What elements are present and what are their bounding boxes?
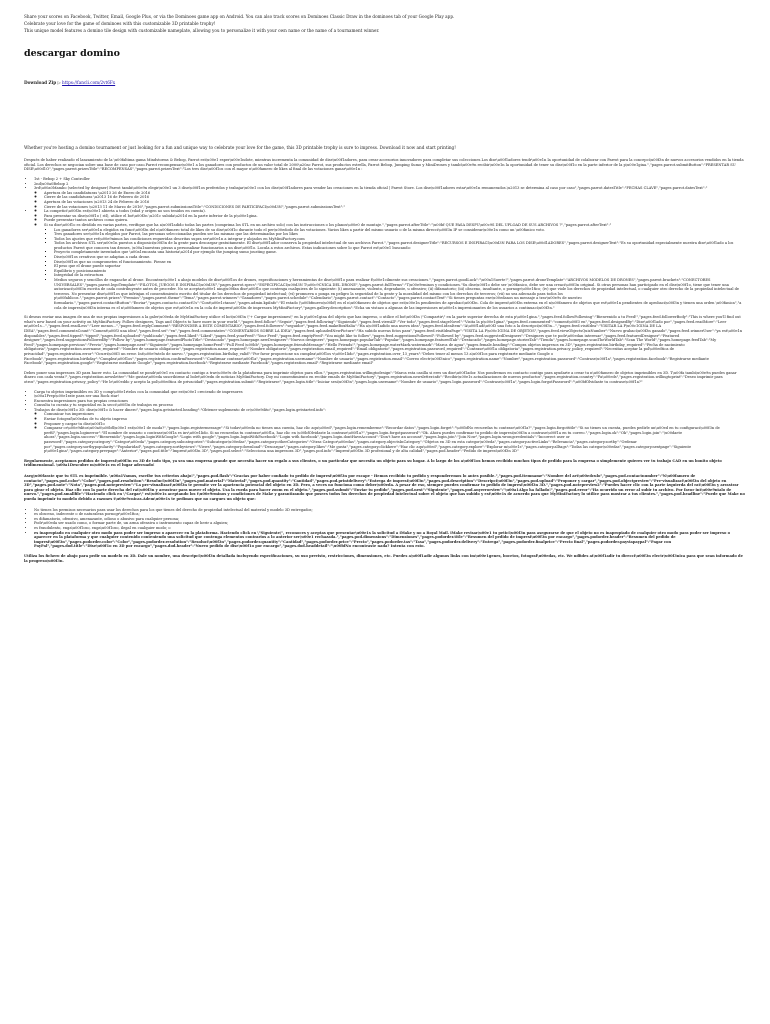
list-item: ▪ Medios seguros y sencillos de enganche al drone. Encontrar\u00e1 a abajo modelos de dise\u00f1os de drones, especificaciones y herramientas de dise\u00f1o para realizar f\u00e1cilmente sus creaciones.","pages.parrot.goodLuck":"\u00a1Suerte!","pages.parrot.droneTemplate":"ARCHIVOS MODELOS DE DRONES","pages.parrot.brackets":"CONECTORES UNIVERSALES","pages.parrot.legoTemplate":"PILOTOS, JUEGOS E INSPIRACI\u00d3N","pages.parrot.specs":"ESPECIFICACI\u00d3N T\u00c9CNICA DEL DRONE","pages.parrot.fullTerms":"T\u00e9rminos y condiciones."Su dise\u00f1o debe ser \u00fanico, debe ser una creaci\u00f3n original. Si otras personas han participado en el dise\u00f1o, tiene que tener una autorizaci\u00f3n escrita de cada contribuyente antes de proceder. No se aceptar\u00e1 ning\u00fan dise\u00f1o que contenga cualquiera de lo siguiente: (i) amenazante, violento, degradante, u ofensivo; (ii) difamatorio; (iii) obsceno, insultante, o pornogr\u00e1fico; (iv) que viole los derechos de propiedad intelectual, o cualquier otro derecho de la propiedad intelectual de terceros. No presentar dise\u00f1os que infrinjan el consentimiento escrito del titular de los derechos de propiedad intelectual; (vi) promueva o ponga en peligro la seguridad de la gente y la moralidad del mismo con los derechos de terceros; (vii) no sea adecuado para todos los p\u00fablicos.","pages.parrot.prizes":"Premios","pages.parrot.theme":"Tema","pages.parrot.winners":"Ganadores","pages.parrot.schedule":"Calendario","pages.parrot.contact":"Contacto","pages.parrot.contactText":"Si tienes preguntas env\u00edanos un mensaje a trav\u00e9s de nuestro formulario.","pages.parrot.contactButton":"Enviar","pages.contacto.contactUs":"Cont\u00e1ctanos","pages.admin.kpiInfo":"El estado (\u00bfnuevo\u00bf) en el n\u00famero de objetos que est\u00e1n pendientes de aprobaci\u00f3n. Cola de impresi\u00f3n externa en el n\u00famero de objetos que est\u00e1n pendientes de aprobaci\u00f3n y tienen una orden \u00fanica","a cola de impresi\u00f3n interna es el n\u00famero de objetos que est\u00e1n en la cola de impresi\u00f3n de impresora MyMiniFactory","pages.gallery.description":"Echa un vistazo a algunas de las impresiones m\u00e1s impresionantes de los usuarios a continuaci\u00f3n." (54, 278, 746, 310)
list-item: ◦ Apertura de las candidaturas \u2013 26 de Enero de 2016 (44, 191, 746, 196)
list-item-text: Si su dise\u00f1o es dividido en varias partes, verifique que ha a\u00f1adido todas las partes (comprima los STL en un archivo solo) con las instrucciones o los planos\u00e0 de montaje.","pages.parrot.afterTitle":"\u00bf QUE PASA DESPU\u00c9S DEL UPLOAD DE SUS ARCHIVOS ?","pages.parrot.afterText":" (44, 222, 612, 227)
list-item: ◦ Proponer y cargar tu dise\u00f1o (44, 422, 746, 427)
list-item (44, 223, 746, 310)
list-item: • No tienes los permisos necesarios para usar los derechos para los que tienes del derecho de propiedad intelectual del material y modelo 3D entregados; (34, 508, 746, 513)
list-item: • es inapropiado en cualquier otro modo para poder ser impreso o aparecer en la plataforma. Haciendo click en \"Siguiente\", reconoces y aceptas que presentar\u00e1s la solicitud a iMake y no a Royal Mail. iMake revisar\u00e1 tu petici\u00f3n para asegurarse de que el objeto no es inapropiado de cualquier otro modo para poder ser impreso o aparecer en la plataforma y que cualquier contenido conteniendo una solicitud que contenga elementos contrarios a lo anterior ser\u00e1 rechazada.","pages.pod.dimensions":"Dimensiones","pages.podorder.title":"Resumen del pedido de impresi\u00f3n por encargo","pages.podorder.header":"Resumen del pedido de impresi\u00f3n","pages.podorder.color":"Color","pages.podorder.resolution":"Resoluci\u00f3n","pages.podorder.quantity":"Cantidad","pages.podorder.price":"Precio","pages.podorder.tax":"Tasa","pages.podorder.delivery":"Entrega","pages.podorder.finalprice":"Precio final","pages.podorder.payviapaypal":"Pagar con PayPal","pages.dod.title":"Dise\u00f1o en 3D por encargo","pages.dod.header":"Nuevo pedido de dise\u00f1o por encargo","pages.dod.headdetail":"\u00bfNo encontraste nada? Intenta con esto. (34, 531, 746, 549)
bold-paragraph-2: Aseg\u00farate que tu STL es imprimible. \u00a1Vamos, escribe tus criterios abajo!","pages.pod.flash":"Gracias por haber confiado tu pedido de impresi\u00f3n por escape - Hemos recibido tu pedido y responderemos lo antes posible.","pages.pod.itemname":"Nombre del art\u00edculo","pages.pod.contactnumber":"N\u00famero de contacto","pages.pod.color":"Color","pages.pod.resolution":"Resoluci\u00f3n","pages.pod.material":"Material","pages.pod.quantity":"Cantidad","pages.pod.printdelivery":"Entrega de impresi\u00f3n","pages.pod.description":"Descripci\u00f3n","pages.pod.upload":"Proponer y cargar","pages.pod.objectpreview":"Pre-visualizaci\u00f3n del objeto en 3D","pages.pod.note":"Nota","pages.pod.notepreview":"La pre-visualizaci\u00f3n te permite ver la apariencia potencial del objeto en 3D. Pero, a veces no funciona como deber\u00eda. A pesar de eso, siempre puedes confirmar tu pedido de impresi\u00f3n 3D.","pages.pod.notepreview2":"Puedes hacer clic con la parte izquierda del rat\u00f3n y arrastrar para girar el objeto. Haz clic con la parte derecha del rat\u00f3n y arrastrar para mover el objeto. Usa la rueda para hacer zoom en el objeto.","pages.pod.submit":"Enviar tu pedido","pages.pod.next":"Siguiente","pages.pod.anyerrorview":"\u00a1Algo ha fallado!","pages.pod.error":"Ha ocurrido un error al subir tu archivo. Por favor int\u00e9ntalo de nuevo.","pages.pod.smallfile":"Haciendo click en \"Cargar\" est\u00e1s aceptando los t\u00e9rminos y condiciones de Make y garantizando que posees todos los derechos de propiedad intelectual sobre el objeto que has subido y est\u00e1s de acuerdo para que MyMiniFactory lo utilice para mostrar a tus clientes.","pages.pod.headline":"Puede que Make no pueda imprimir tu modelo debido a razones t\u00e9cnicas.Adem\u00e1s te pedimos que no cargues un objeto que: (24, 474, 745, 501)
list-item: • \u00a1Prep\u00e1rate para ser una Rock star! (34, 394, 746, 399)
list-item: ▪ Tres ganadores ser\u00e1n elegidos por Parrot, las personas seleccionadas pueden ser las mismas que las determinadas por los likes (54, 232, 746, 237)
download-label: Download Zip (24, 79, 57, 85)
list-item: ◦ Cierre de las votaciones \u2013 11 de Marzo de 2016","pages.parrot.submissionsTitle":"CONDICIONES DE PARTICIPACI\u00d3N","pages.parrot.submissionsText":" (44, 205, 746, 210)
list-item: ◦ Apertura de las votaciones \u2013 24 de Febrero de 2016 (44, 200, 746, 205)
list-item: ▪ Dise\u00f1os que no comprometen el funcionamiento. Piense en (54, 260, 746, 265)
list-item: ▪ Los ganadores ser\u00e1n elegidos en funci\u00f3n del n\u00famero total de likes de su dise\u00f1o durante todo el per\u00edodo de las votaciones. Varios likes a partir del mismo usuario o de la misma direcci\u00f3n IP se considerar\u00e1n como un \u00fanico voto. (54, 228, 746, 233)
intro-celebrate: Celebrate your love for the game of dominoes with this customizable 3D printable trophy! (24, 21, 216, 27)
list-item: • Carga tu objetos imprimibles en 3D y comp\u00e1rtelos con la comunidad que est\u00e1 creciendo de impresores (34, 390, 746, 395)
list-item: • Encuentra impresiones para tus propias creaciones (34, 399, 746, 404)
download-separator: ▷ (57, 79, 63, 85)
list-item: • Podr\u00eda ser usado como, o formar parte de, un arma ofensiva o instrumento capaz de herir a alguien; (34, 521, 746, 526)
list-item: ◦ Puede presentar tantos archivos como quiera. (44, 218, 746, 223)
intro-unique: This unique model features a domino tile design with customizable nameplate, allowing you to personalize it with your own name or the name of a tournament winner. (24, 28, 380, 34)
list-4 (24, 508, 746, 549)
list-item: ▪ Equilibrio y posicionamiento (54, 269, 746, 274)
list-item: ◦ Comunicar tus impresiones (44, 412, 746, 417)
list-item: • 1st - Bebop 2 + Sky Controller (34, 177, 746, 182)
list-item: ▪ Proyecto completamente inventados que \u00a1encanta una historia\u201d por ejemplo the jumping sumo jousting game. (54, 250, 746, 255)
download-row (24, 81, 746, 86)
list-2-sub (44, 228, 746, 311)
list-item: ◦ Enviar fotograf\u00edas de tu objeto impreso (44, 417, 746, 422)
list-item: ▪ Todos los ajustes que ret\u00e9nimos las condiciones requeridas descritas supra ser\u00e1n a integrar y alojados en MyMiniFactory.com (54, 237, 746, 242)
list-item: ◦ • La competici\u00f3n est\u00e1 abierta a todos (edad y origen no son tenidos en cuenta). (44, 209, 746, 214)
list-item: • es obsceno, indecente o de naturaleza pornogr\u00e1fica; (34, 512, 746, 517)
list-1-sub (34, 191, 746, 209)
list-2 (34, 209, 746, 310)
bold-paragraph-3: Utiliza los fichero de abajo para pedir un modelo en 3D. Dale un nombre, una descripci\u00f3n detallada incluyendo especificaciones, su uso previsto, restricciones, dimensiones, etc. Puedes a\u00f1adir algunos links con im\u00e1genes, bocetos, fotograf\u00edas, etc. We ndfides at\u00f1adir tu direcci\u00f3n electr\u00f3nica para que sean informado de la progreso\u00f3n. (24, 553, 743, 563)
lead-paragraph: Whether you're hosting a domino tournament or just looking for a fun and unique way to celebrate your love for the game, this 3D printable trophy is sure to impress. Download it now and start printing! (24, 145, 456, 151)
list-3-sub (34, 412, 746, 453)
list-item: • 2nd\u00a0Bebop 2 (34, 182, 746, 187)
paragraph-2: Si deseas enviar una imagen de una de sus propias impresiones a la galer\u00eda de MyMiniFactory utilice el bot\u00f3n \"+ Cargar impresiones\" en la p\u00e1gina del objeto que has impreso, o utilice el bot\u00f3n \"Compartir\" en la parte superior derecha de esta p\u00e1gina.","pages.feed.followFollowing":"Bienvenido a tu Feed!","pages.feed.followerBody":"This is where you'll find out what's new based on your activity on MyMiniFactory. Follow designers, Tags and Objects to have more in your world.","pages.feed.follow":"Seguir","pages.feed.following":"Siguiendo","pages.feed.viewAll":"Ver todo","pages.feed.stageNovel":"Visita la p\u00e1gina","pages.feed.commented":"coment\u00f3 en","pages.feed.designedBy":"Dise\u00f1ado por","pages.feed.readMore":"Leer m\u00e1s...","pages.feed.readLess":"Leer menos...","pages.feed.replyComment":"RESPONDER A ESTE COMENTARIO","pages.feed.followers":"seguidor","pages.feed.makeBoxHalia":"Ha a\u00f1adido una nueva idea","pages.feed.ideaItem":"A\u00f1adi\u00f3 una foto a la descripci\u00f3n...","pages.feed.visitIdea":"VISITAR LA P\u00c1GINA DE LA IDEA","pages.feed.commentsCount":"Coment\u00f3 una idea","pages.feed.sei":"en","pages.feed.commentates":"COMENTARIOS SOBRE LA IDEA","pages.feed.uploadedNewPicture":"Ha subido nuevas fotos para","pages.feed.visitIdeaPage":"VISITA LA P\u00c1GINA DE OBJETOS","pages.feed.viewObjectsQuizNumber":"Nuevo grabaci\u00f3n ganado","pages.feed.winnerUser":"ya est\u00e1n disponibles","pages.feed.tipped":"tipped","pages.feed.uploaded":"publicado","pages.feed.liked":"Liked","pages.feed.yourFeed":"Your Feed","pages.feed.emptyFeed":"You might like to follow","pages.feed.suggestionsFollowed":"Followed by","pages.feed.suggestedDesigners":"Designers que te podr\u00edan interesar","pages.feed.featuredDesigner":"Featured designer","pages.feed.suggestionsFollowedBy":"Follow by","pages.homepage.featuredPhotoTitle":"Destacado","pages.homepage.newDesigners":"Nuevos designers","pages.homepage.popularTab":"Popular","pages.homepage.featuredTab":"Destacado","pages.homepage.storiesTab":"Tienda","pages.homepage.scanTheWorldTab":"Scan The World","pages.homepage.feedTab":"My Feed","pages.homepage.previous":"Previo","pages.homepage.next":"Siguiente","pages.homepage.homeFeed":"Full Feed \u00bb","pages.homepage.friendsMessage":"Hello Friends!","pages.homepage.waterMark.watermark":"Marca de agua","pages.female.heading":"Compra objetos impresos en 3D","pages.registration.birthday_required":"Fecha de nacimiento obligatoria","pages.registration.username_required":"Nombre de usuario obligatorio","pages.registration.name_required":"Nombre obligatorio","pages.registration.email_required":"Email obligatorio","pages.registration.password_required":"Contrase\u00f1a obligatoria","pages.registration.privacy_policy_required":"Necesitas aceptar la pol\u00edtica de privacidad","pages.registration.error":"Ocurri\u00f3 un error. Int\u00e9ntelo de nuevo.","pages.registration.birthday_valid":"Por favor proporcione un cumplea\u00f1os v\u00e1lido","pages.registration.over_13_years":"Debes tener al menos 13 a\u00f1os para registrarte mediante Google o Facebook","pages.registration.birthday":"Cumplea\u00f1os","pages.registration.confirmPassword":"Confirmar contrase\u00f1a","pages.registration.username":"Nombre de usuario","pages.registration.email":"Correo electr\u00f3nico","pages.registration.name":"Nombre","pages.registration.password":"Contrase\u00f1a","pages.registration.facebook":"Registrarse mediante Facebook","pages.registration.google":"Registrarse mediante Google","pages.registration.facebook":"Registrarse mediante Facebook","pages.registration.email":"Registrarse mediante email" (24, 315, 743, 366)
list-item (34, 186, 746, 209)
list-item: ▪ Dise\u00f1os creativos que se adaptan a cada drone. (54, 255, 746, 260)
list-item: ▪ Integridad de la estructura (54, 273, 746, 278)
list-item: ◦ Cierre de las candidaturas \u2013 16 de Febrero de 2016 (44, 195, 746, 200)
intro (24, 14, 746, 34)
bold-paragraph-1: Regularmente, aceptamos pedidos de impresi\u00f3n en 3D de todo tipo, ya sea una empresa grande que necesita hacer un regalo a sus clientes, o un particular que necesita un objeto para su hogar. A lo largo de los a\u00f1os hemos recibido muchos tipos de pedido para la empresa o simplemente quieres ver tu trabajo CAD en un bonito objeto tridimensional. \u00a1Descubre m\u00e1s en el lugar adecuado! (24, 458, 722, 468)
list-item: • es fraudulento, enga\u00f1oso, enga\u00f1oso, ilegal en cualquier modo; o (34, 526, 746, 531)
page-title: descargar domino (24, 47, 120, 59)
paragraph-1: Después de haber realizado el lanzamiento de la \u00faltima gama Mindstorms & Bebop, Parrot est\u00e1 esper\u00e1ndote, mientras incrementa la comunidad de dise\u00f1adores, para crear accesorios innovadores para completar sus colecciones.Los dise\u00f1adores tendr\u00e1n la oportunidad de colaborar con Parrot para la concepci\u00f3n de nuevos accesorios vendidos en la tienda oficial. Los derechos se negocian sobre una base de caso por caso.Parrot recompensar\u00e1 a los ganadores con productos de un valor total de 2000\u20ac Parrot, sus productos estrella, Parrot Bebop, Jumping Sumo y MiniDrones y tambi\u00e9n recibir\u00e1n la oportunidad de tener su dise\u00f1o en la parte inferior de la p\u00e1gina.","pages.parrot.submitButton":"PRESENTAR SU DISE\u00d1O","pages.parrot.prizesTitle":"RECOMPENSAS","pages.parrot.prizesText":"Los tres dise\u00f1os con el mayor n\u00famero de likes al final de las votaciones ganar\u00e1n : (24, 158, 744, 172)
download-link[interactable]: https://fancli.com/2vt6Fx (62, 79, 116, 85)
list-3 (24, 390, 746, 454)
list-item (34, 209, 746, 310)
list-item: ◦ Comparar cr\u00e9ditos\u00a0\u00bfl\u00e1 est\u00e1 de moda?","pages.login.registermessage":"Si todav\u00eda no tienes una cuenta, haz clic aqu\u00ed","pages.login.rememberme":"Recordar datos","pages.login.forget":"\u00bfNo recuerdas tu contrase\u00f1a?","pages.login.forgottitle":"Si no tienes un cuenta, puedes pedirle un\u00ed en tu configuraci\u00f3n de perfil","pages.login.loginerror":"El nombre de usuario o contrase\u00f1a es inv\u00e1lido. Si no recuerdas tu contrase\u00f1a, haz clic en \u00bfOlvidaste la contrase\u00f1a?","pages.login.forgotpassword":"Ok. Ahora puedes confirmar tu pedido de impresi\u00f3n a contrase\u00f1a en tu correo.","pages.login.ok":"Ok","pages.login.join":"\u00daete ahora","pages.login.success":"Bienvenido","pages.login.loginWithGoogle":"Login with google","pages.login.loginWithFacebook":"Login with facebook","pages.login.dontHaveAccount":"Don't have an account","pages.login.join":"Join Now","pages.login.wrongcredentials":"Incorrect user or password","pages.category.category":"Categor\u00eda","pages.category.subcategories":"Subcategor\u00edas","pages.category.otherCategories":"Otras Categor\u00edas","pages.category.objectsInCategory":"Objetos en 3D en esta categor\u00eda","pages.category.activeLinks":"Relevancia","pages.category.sortby":"Ordenar por","pages.category.sortbypopularity":"Popularidad","pages.category.sortbyviews":"Views","pages.category.download":"Descargar","pages.category.likes":"Me gusta","pages.category.clickhere":"Haz clic aqu\u00ed","pages.category.explore":"Explorar m\u00e1s","pages.category.alltags":"Todas las categor\u00edas","pages.category.nextpage":"Siguiente p\u00e1gina","pages.category.prevpage":"Anterior","pages.pod.title":"Impresi\u00f3n 3D","pages.pod.select":"Selecciona una impresora 3D","pages.pod.info":"Impresi\u00f3n 3D profesional y de alta calidad","pages.pod.header":"Pedido de impresi\u00f3n 3D" (44, 426, 746, 454)
list-item-text: 3rd\u00a0Mambo (selected by designer) Parrot tambi\u00e9n elegir\u00e1 un 3 dise\u00f1os preferidos y trabajar\u00e1 con los dise\u00f1adores para vender las creaciones en la tienda oficial | Parrot Store. Los dise\u00f1adores estar\u00e1n remunerados.\u2013 se determina al caso por caso","pages.parrot.datesTitle":"FECHAS CLAVE","pages.parrot.datesText":" (34, 186, 708, 191)
list-item: • es difamatorio, ofensivo, amenazante, odioso o abusivo para cualquier persona; (34, 517, 746, 522)
paragraph-2b: Debes poner una impresora 3D para hacer esto. La comunidad se pondr\u00e1 en contacto contigo a trav\u00e9s de la plataforma para imprimir objetos para ellos.","pages.registration.willingtodesign":"Marca esta casilla si eres un dise\u00f1ador. Nos pondremos en contacto contigo para ayudarte a crear tu n\u00famero de objetos imprimibles en 3D. T\u00fa tambi\u00e9n puedes ganar dinero con cada venta!","pages.registration.newsletter":"Me gustar\u00eda suscribirme al bolet\u00edn de noticias MyMiniFactory. Doy mi consentimiento en recibir emails de MyMiniFactory","pages.registration.newsletter.info":"Recibir\u00e1s actualizaciones de nuevos productos","pages.registration.country":"Pa\u00eds","pages.registration.willingtoprint":"Deseo imprimir para otros","pages.registration.privacy_policy":"He le\u00eddo y acepto la pol\u00edtica de privacidad","pages.registration.submit":"Registrarse","pages.login.title":"Iniciar sesi\u00f3n","pages.login.username":"Nombre de usuario","pages.login.password":"Contrase\u00f1a","pages.login.forgotPassword":"\u00bfOlvidaste tu contrase\u00f1a?" (24, 370, 737, 384)
list-item-text: Trabajos de dise\u00f1o 3D: dise\u00f1o & hacer dinero","pages.login.getstarted.heading":"Obtener suplemento de cr\u00e9dito","pages.login.getstarted.info": (34, 407, 326, 412)
list-1 (24, 177, 746, 310)
list-item: • Consulta tu cuenta y tu seguridad en la secci\u00f3n de trabajos en proceso (34, 403, 746, 408)
list-item (34, 408, 746, 454)
list-item: ▪ El peso que el drone puede soportar (54, 264, 746, 269)
intro-share: Share your scores on Facebook, Twitter, Email, Google Plus, or via the Dominoes game app on Android. You can also track scores on Dominoes Classic Draw in the dominoes tab of your Google Play app. (24, 14, 455, 19)
list-item: ◦ Para presentar su dise\u00f1o ( stl), utilice el bot\u00f3n \u201c subida\u201d en la parte inferior de la p\u00e1gina. (44, 214, 746, 219)
list-item: ▪ Todos los archivos STL ser\u00e1n puestos a disposici\u00f3n de la gente para descargar gratuitamente. El dise\u00f1ador conserva la propiedad intelectual de sus archivos Parrot.","pages.parrot.designerTitle":"RECURSOS E INSPIRACI\u00d3N PARA LOS DISE\u00d1ADORES","pages.parrot.designerText":"Es su oportunidad especialmente nuestra dise\u00f1ado a los productos Parrot que conocen tan drones, \u00a1nuestras piezas a personalizar funcionarios a un dise\u00f1o. Locula a estos archivos. Estas indicaciones sobre lo que Parrot est\u00e1 buscando: (54, 241, 746, 250)
